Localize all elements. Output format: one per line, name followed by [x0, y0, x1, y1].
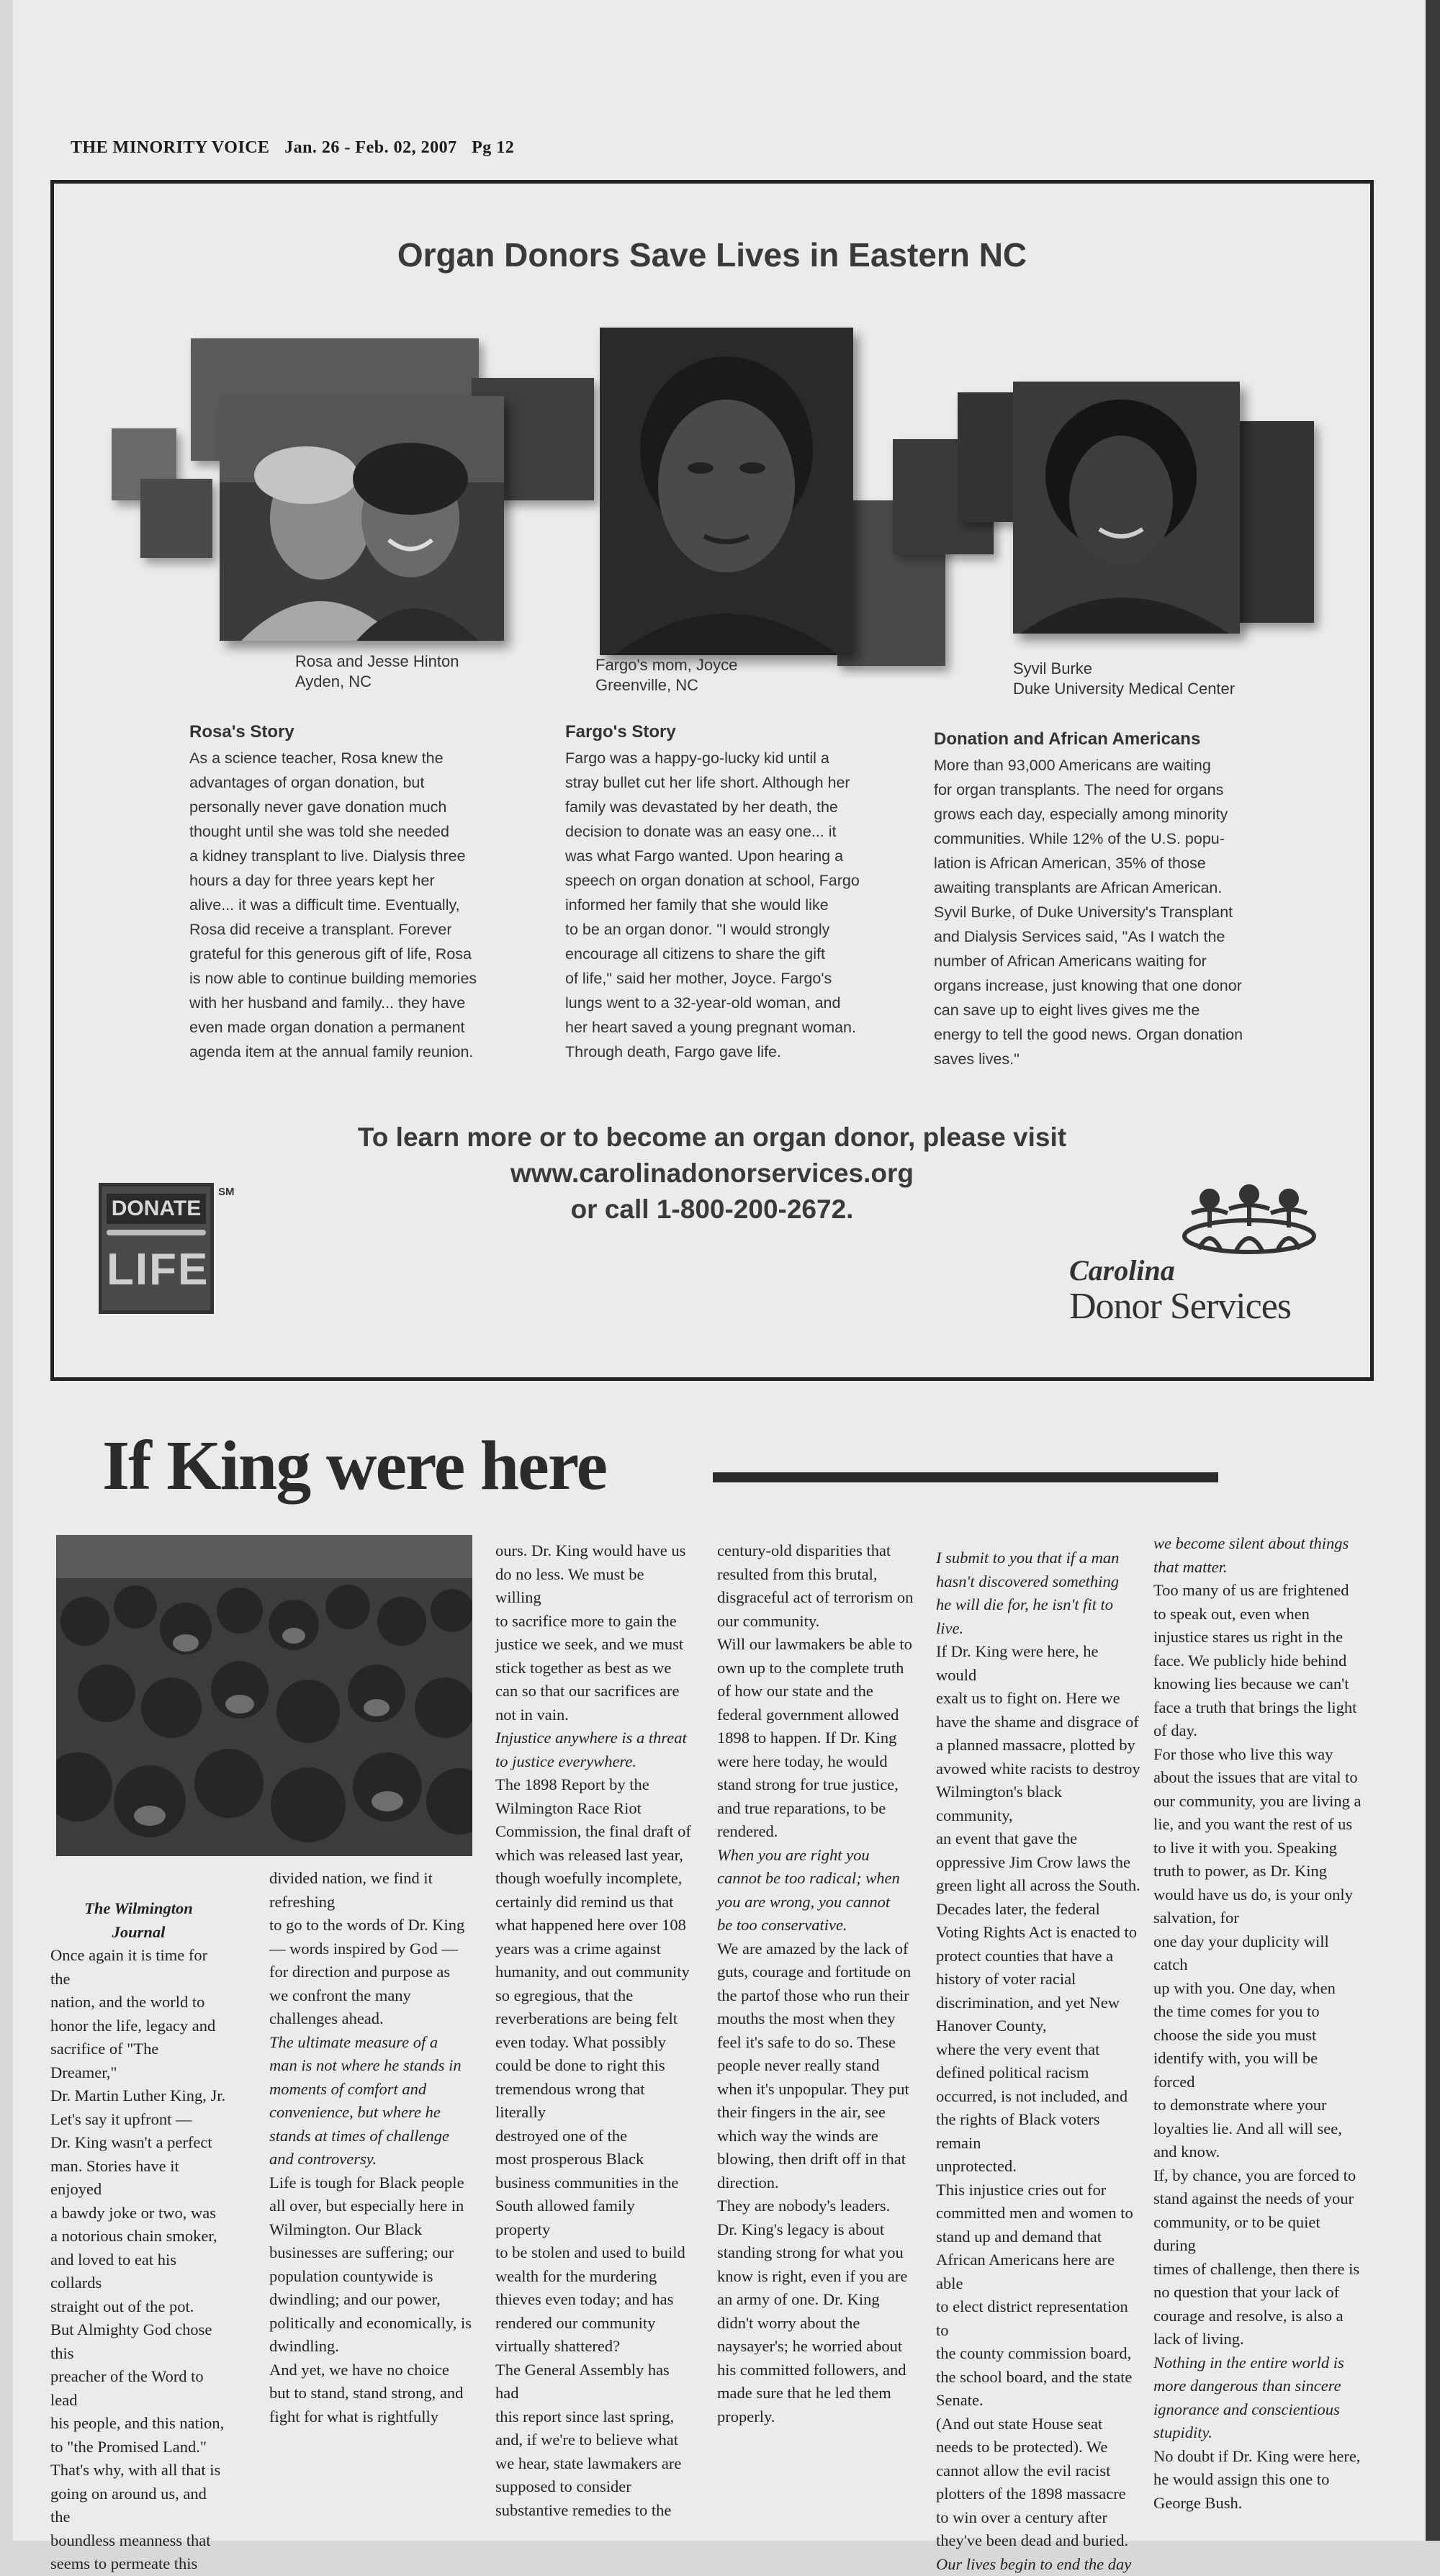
- article-line: face. We publicly hide behind: [1153, 1649, 1362, 1673]
- caption-line: Duke University Medical Center: [1013, 679, 1235, 699]
- article-line: man. Stories have it enjoyed: [50, 2155, 227, 2202]
- story-line: of life," said her mother, Joyce. Fargo's: [565, 966, 904, 991]
- article-line: Voting Rights Act is enacted to: [936, 1921, 1141, 1945]
- article-line: know is right, even if you are: [717, 2265, 919, 2289]
- story-line: and Dialysis Services said, "As I watch the: [934, 924, 1308, 949]
- organ-donor-ad: [50, 180, 1374, 1381]
- article-line: supposed to consider: [495, 2475, 693, 2499]
- article-line: The 1898 Report by the: [495, 1773, 693, 1797]
- article-line: discrimination, and yet New: [936, 1991, 1141, 2015]
- article-line: protect counties that have a: [936, 1945, 1141, 1968]
- article-line: salvation, for: [1153, 1906, 1362, 1930]
- article-line: for direction and purpose as: [269, 1960, 474, 1984]
- article-line: stupidity.: [1153, 2421, 1362, 2445]
- article-line: refreshing: [269, 1891, 474, 1914]
- story-rosa: [189, 720, 528, 1064]
- article-line: our community, you are living a: [1153, 1790, 1362, 1814]
- article-line: straight out of the pot.: [50, 2295, 227, 2319]
- article-line: to sacrifice more to gain the: [495, 1610, 693, 1634]
- article-line: injustice stares us right in the: [1153, 1626, 1362, 1649]
- article-line: feel it's safe to do so. These: [717, 2031, 919, 2055]
- article-line: loyalties lie. And all will see,: [1153, 2117, 1362, 2141]
- article-line: needs to be protected). We: [936, 2436, 1141, 2459]
- article-byline: Journal: [50, 1921, 227, 1945]
- article-line: occurred, is not included, and: [936, 2085, 1141, 2109]
- article-line: do no less. We must be willing: [495, 1563, 693, 1610]
- story-line: can save up to eight lives gives me the: [934, 998, 1308, 1022]
- article-line: and true reparations, to be: [717, 1797, 919, 1821]
- article-line: a planned massacre, plotted by: [936, 1734, 1141, 1757]
- article-line: have the shame and disgrace of: [936, 1711, 1141, 1734]
- masthead: [71, 138, 524, 158]
- caption-line: Syvil Burke: [1013, 659, 1235, 679]
- article-line: committed men and women to: [936, 2202, 1141, 2225]
- article-line: to demonstrate where your: [1153, 2094, 1362, 2117]
- article-line: South allowed family property: [495, 2194, 693, 2241]
- story-line: to be an organ donor. "I would strongly: [565, 917, 904, 942]
- article-line: which was released last year,: [495, 1844, 693, 1868]
- article-line: cannot allow the evil racist: [936, 2459, 1141, 2483]
- article-line: which way the winds are: [717, 2125, 919, 2148]
- article-line: Will our lawmakers be able to: [717, 1633, 919, 1657]
- story-line: for organ transplants. The need for organs: [934, 778, 1308, 802]
- article-line: a notorious chain smoker,: [50, 2225, 227, 2248]
- story-heading: Donation and African Americans: [934, 727, 1308, 752]
- article-line: the time comes for you to: [1153, 2000, 1362, 2024]
- article-line: the partof those who run their: [717, 1984, 919, 2008]
- story-line: Through death, Fargo gave life.: [565, 1040, 904, 1064]
- paper-name: THE MINORITY VOICE: [71, 138, 270, 157]
- story-line: informed her family that she would like: [565, 893, 904, 917]
- article-line: I submit to you that if a man: [936, 1546, 1141, 1570]
- article-line: more dangerous than sincere: [1153, 2374, 1362, 2398]
- article-line: dwindling; and our power,: [269, 2288, 474, 2312]
- story-heading: Fargo's Story: [565, 720, 904, 744]
- story-line: grateful for this generous gift of life, Rosa: [189, 942, 528, 966]
- article-line: But Almighty God chose this: [50, 2318, 227, 2365]
- crowd-photo-art: [56, 1535, 472, 1856]
- article-column-2: [269, 1867, 474, 2428]
- article-line: dwindling.: [269, 2335, 474, 2359]
- article-line: honor the life, legacy and: [50, 2014, 227, 2038]
- article-line: and know.: [1153, 2140, 1362, 2164]
- story-line: saves lives.": [934, 1047, 1308, 1071]
- story-line: even made organ donation a permanent: [189, 1015, 528, 1040]
- service-mark: SM: [218, 1186, 235, 1198]
- article-line: century-old disparities that: [717, 1539, 919, 1563]
- article-line: so egregious, that the: [495, 1984, 693, 2008]
- article-line: he will die for, he isn't fit to: [936, 1593, 1141, 1617]
- article-line: oppressive Jim Crow laws the: [936, 1851, 1141, 1875]
- story-line: Rosa did receive a transplant. Forever: [189, 917, 528, 942]
- article-line: blowing, then drift off in that: [717, 2148, 919, 2171]
- story-fargo: [565, 720, 904, 1064]
- article-line: mouths the most when they: [717, 2007, 919, 2031]
- article-line: — words inspired by God —: [269, 1937, 474, 1961]
- story-line: encourage all citizens to share the gift: [565, 942, 904, 966]
- page-number: Pg 12: [472, 138, 514, 157]
- article-line: Life is tough for Black people: [269, 2171, 474, 2195]
- article-line: times of challenge, then there is: [1153, 2258, 1362, 2282]
- page-edge-shadow: [1426, 0, 1440, 2541]
- article-line: were here today, he would: [717, 1750, 919, 1774]
- article-line: tremendous wrong that literally: [495, 2078, 693, 2125]
- story-line: Syvil Burke, of Duke University's Transplant: [934, 900, 1308, 924]
- story-line: her heart saved a young pregnant woman.: [565, 1015, 904, 1040]
- story-line: speech on organ donation at school, Fargo: [565, 868, 904, 893]
- article-line: politically and economically, is: [269, 2312, 474, 2336]
- article-line: direction.: [717, 2171, 919, 2195]
- article-line: stand against the needs of your: [1153, 2187, 1362, 2211]
- article-line: could be done to right this: [495, 2054, 693, 2078]
- article-line: choose the side you must: [1153, 2024, 1362, 2048]
- couple-photo-art: [220, 396, 504, 641]
- caption-rosa-jesse: [295, 652, 459, 692]
- story-line: stray bullet cut her life short. Although her: [565, 770, 904, 795]
- article-line: and, if we're to believe what: [495, 2428, 693, 2452]
- story-line: personally never gave donation much: [189, 795, 528, 819]
- article-line: our community.: [717, 1610, 919, 1634]
- website-link[interactable]: www.carolinadonorservices.org: [54, 1156, 1370, 1192]
- phone-number: or call 1-800-200-2672.: [54, 1192, 1370, 1228]
- story-line: As a science teacher, Rosa knew the: [189, 746, 528, 770]
- syvil-photo-art: [1013, 382, 1240, 634]
- article-line: convenience, but where he: [269, 2101, 474, 2125]
- story-line: hours a day for three years kept her: [189, 868, 528, 893]
- donate-label: DONATE: [107, 1194, 206, 1224]
- article-line: Hanover County,: [936, 2014, 1141, 2038]
- article-line: his committed followers, and: [717, 2359, 919, 2382]
- story-line: More than 93,000 Americans are waiting: [934, 753, 1308, 778]
- story-line: communities. While 12% of the U.S. popu-: [934, 827, 1308, 851]
- article-line: own up to the complete truth: [717, 1657, 919, 1680]
- article-line: to go to the words of Dr. King: [269, 1914, 474, 1937]
- article-line: face a truth that brings the light: [1153, 1696, 1362, 1720]
- article-line: federal government allowed: [717, 1703, 919, 1727]
- article-line: sacrifice of "The Dreamer,": [50, 2037, 227, 2084]
- carolina-wordmark: Carolina: [1069, 1253, 1175, 1287]
- article-line: green light all across the South.: [936, 1874, 1141, 1898]
- story-line: Fargo was a happy-go-lucky kid until a: [565, 746, 904, 770]
- story-donation-african-americans: [934, 727, 1308, 1071]
- story-body: [189, 746, 528, 1064]
- article-line: be too conservative.: [717, 1914, 919, 1937]
- article-line: what happened here over 108: [495, 1914, 693, 1937]
- cta-line: To learn more or to become an organ donor, please visit: [54, 1120, 1370, 1156]
- article-line: the school board, and the state: [936, 2366, 1141, 2390]
- article-line: challenges ahead.: [269, 2007, 474, 2031]
- article-line: naysayer's; he worried about: [717, 2335, 919, 2359]
- article-line: Dr. King's legacy is about: [717, 2218, 919, 2242]
- article-line: Once again it is time for the: [50, 1944, 227, 1991]
- article-line: We are amazed by the lack of: [717, 1937, 919, 1961]
- article-line: one day your duplicity will catch: [1153, 1930, 1362, 1977]
- people-figures-icon: [1177, 1184, 1321, 1256]
- article-column-5: [936, 1546, 1141, 2576]
- issue-date: Jan. 26 - Feb. 02, 2007: [284, 138, 457, 157]
- ad-title: Organ Donors Save Lives in Eastern NC: [54, 235, 1370, 274]
- article-line: to win over a century after: [936, 2506, 1141, 2530]
- article-line: to justice everywhere.: [495, 1750, 693, 1774]
- article-column-4: [717, 1539, 919, 2428]
- article-line: stick together as best as we: [495, 1657, 693, 1680]
- caption-syvil: [1013, 659, 1235, 699]
- caption-line: Ayden, NC: [295, 672, 459, 692]
- article-line: Wilmington Race Riot: [495, 1797, 693, 1821]
- article-line: history of voter racial: [936, 1968, 1141, 1991]
- article-line: substantive remedies to the: [495, 2499, 693, 2523]
- article-line: wealth for the murdering: [495, 2265, 693, 2289]
- article-line: boundless meanness that: [50, 2529, 227, 2553]
- decor-square: [140, 479, 212, 558]
- article-line: to "the Promised Land.": [50, 2436, 227, 2459]
- story-line: awaiting transplants are African American.: [934, 875, 1308, 900]
- photo-syvil-burke: [1013, 382, 1240, 634]
- article-line: of day.: [1153, 1719, 1362, 1743]
- article-line: not in vain.: [495, 1703, 693, 1727]
- article-line: no question that your lack of: [1153, 2281, 1362, 2305]
- article-line: to elect district representation to: [936, 2295, 1141, 2342]
- article-line: avowed white racists to destroy: [936, 1757, 1141, 1781]
- article-line: you are wrong, you cannot: [717, 1891, 919, 1914]
- article-line: business communities in the: [495, 2171, 693, 2195]
- article-line: years was a crime against: [495, 1937, 693, 1961]
- caption-line: Fargo's mom, Joyce: [595, 655, 737, 675]
- article-line: Commission, the final draft of: [495, 1820, 693, 1844]
- carolina-donor-services-logo: [1069, 1184, 1343, 1328]
- article-line: nation, and the world to: [50, 1991, 227, 2014]
- donate-life-logo: [99, 1183, 214, 1314]
- article-line: this report since last spring,: [495, 2405, 693, 2429]
- article-line: a bawdy joke or two, was: [50, 2202, 227, 2225]
- article-line: didn't worry about the: [717, 2312, 919, 2336]
- article-byline: The Wilmington: [50, 1897, 227, 1921]
- article-line: standing strong for what you: [717, 2241, 919, 2265]
- article-line: where the very event that: [936, 2038, 1141, 2062]
- story-line: advantages of organ donation, but: [189, 770, 528, 795]
- article-line: most prosperous Black: [495, 2148, 693, 2171]
- article-line: stands at times of challenge: [269, 2125, 474, 2148]
- article-line: we confront the many: [269, 1984, 474, 2008]
- article-line: Wilmington. Our Black: [269, 2218, 474, 2242]
- story-line: grows each day, especially among minority: [934, 802, 1308, 827]
- story-line: a kidney transplant to live. Dialysis three: [189, 844, 528, 868]
- article-column-1: [50, 1897, 227, 2576]
- article-line: thieves even today; and has: [495, 2288, 693, 2312]
- article-line: If, by chance, you are forced to: [1153, 2164, 1362, 2188]
- article-line: all over, but especially here in: [269, 2194, 474, 2218]
- story-line: agenda item at the annual family reunion.: [189, 1040, 528, 1064]
- article-line: No doubt if Dr. King were here,: [1153, 2445, 1362, 2469]
- story-line: decision to donate was an easy one... it: [565, 819, 904, 844]
- article-line: When you are right you: [717, 1844, 919, 1868]
- story-line: family was devastated by her death, the: [565, 795, 904, 819]
- story-line: energy to tell the good news. Organ donation: [934, 1022, 1308, 1047]
- decor-square: [1235, 421, 1314, 623]
- article-line: an army of one. Dr. King: [717, 2288, 919, 2312]
- story-line: lungs went to a 32-year-old woman, and: [565, 991, 904, 1015]
- story-line: is now able to continue building memories: [189, 966, 528, 991]
- article-line: Nothing in the entire world is: [1153, 2351, 1362, 2375]
- article-line: to be stolen and used to build: [495, 2241, 693, 2265]
- article-line: guts, courage and fortitude on: [717, 1960, 919, 1984]
- article-line: resulted from this brutal,: [717, 1563, 919, 1587]
- article-column-6: [1153, 1532, 1362, 2515]
- article-line: African Americans here are able: [936, 2248, 1141, 2295]
- article-line: certainly did remind us that: [495, 1891, 693, 1914]
- article-line: The ultimate measure of a: [269, 2031, 474, 2055]
- story-heading: Rosa's Story: [189, 720, 528, 744]
- story-body: [565, 746, 904, 1064]
- article-line: truth to power, as Dr. King: [1153, 1860, 1362, 1883]
- article-line: For those who live this way: [1153, 1743, 1362, 1767]
- article-line: they've been dead and buried.: [936, 2529, 1141, 2553]
- headline-rule: [713, 1472, 1218, 1482]
- photo-fargos-mom-joyce: [600, 328, 853, 655]
- article-line: Dr. King wasn't a perfect: [50, 2131, 227, 2155]
- caption-line: Greenville, NC: [595, 675, 737, 695]
- crowd-photo: [56, 1535, 472, 1856]
- article-line: their fingers in the air, see: [717, 2101, 919, 2125]
- article-line: and loved to eat his collards: [50, 2248, 227, 2295]
- article-line: even today. What possibly: [495, 2031, 693, 2055]
- article-line: Dr. Martin Luther King, Jr.: [50, 2084, 227, 2108]
- article-line: an event that gave the: [936, 1827, 1141, 1851]
- article-line: reverberations are being felt: [495, 2007, 693, 2031]
- donor-services-wordmark: Donor Services: [1069, 1285, 1291, 1328]
- article-line: They are nobody's leaders.: [717, 2194, 919, 2218]
- article-line: of how our state and the: [717, 1680, 919, 1703]
- article-line: knowing lies because we can't: [1153, 1672, 1362, 1696]
- article-line: cannot be too radical; when: [717, 1867, 919, 1891]
- article-line: to speak out, even when: [1153, 1603, 1362, 1626]
- article-column-3: [495, 1539, 693, 2522]
- story-line: with her husband and family... they have: [189, 991, 528, 1015]
- article-line: disgraceful act of terrorism on: [717, 1586, 919, 1610]
- article-line: we become silent about things: [1153, 1532, 1362, 1556]
- article-line: moments of comfort and: [269, 2078, 474, 2102]
- article-line: that matter.: [1153, 1556, 1362, 1580]
- article-line: humanity, and out community: [495, 1960, 693, 1984]
- story-line: thought until she was told she needed: [189, 819, 528, 844]
- article-line: divided nation, we find it: [269, 1867, 474, 1891]
- article-line: population countywide is: [269, 2265, 474, 2289]
- article-line: If Dr. King were here, he would: [936, 1640, 1141, 1687]
- story-line: number of African Americans waiting for: [934, 949, 1308, 973]
- article-line: seems to permeate this: [50, 2552, 227, 2576]
- article-line: destroyed one of the: [495, 2125, 693, 2148]
- article-line: Too many of us are frightened: [1153, 1579, 1362, 1603]
- caption-line: Rosa and Jesse Hinton: [295, 652, 459, 672]
- caption-joyce: [595, 655, 737, 695]
- article-line: 1898 to happen. If Dr. King: [717, 1726, 919, 1750]
- article-line: lack of living.: [1153, 2328, 1362, 2351]
- life-label: LIFE: [107, 1241, 206, 1299]
- article-line: That's why, with all that is: [50, 2459, 227, 2482]
- article-line: rendered our community: [495, 2312, 693, 2336]
- article-line: ours. Dr. King would have us: [495, 1539, 693, 1563]
- article-line: we hear, state lawmakers are: [495, 2452, 693, 2476]
- article-line: preacher of the Word to lead: [50, 2365, 227, 2412]
- article-line: when it's unpopular. They put: [717, 2078, 919, 2102]
- story-line: was what Fargo wanted. Upon hearing a: [565, 844, 904, 868]
- article-line: up with you. One day, when: [1153, 1977, 1362, 2001]
- article-line: identify with, you will be forced: [1153, 2047, 1362, 2094]
- article-line: hasn't discovered something: [936, 1570, 1141, 1594]
- article-line: stand strong for true justice,: [717, 1773, 919, 1797]
- article-line: stand up and demand that: [936, 2225, 1141, 2249]
- story-line: organs increase, just knowing that one donor: [934, 973, 1308, 998]
- story-line: lation is African American, 35% of those: [934, 851, 1308, 875]
- article-line: Our lives begin to end the day: [936, 2553, 1141, 2576]
- article-line: made sure that he led them: [717, 2382, 919, 2405]
- article-line: Let's say it upfront —: [50, 2108, 227, 2132]
- article-line: the rights of Black voters remain: [936, 2108, 1141, 2155]
- article-line: courage and resolve, is also a: [1153, 2305, 1362, 2328]
- article-line: his people, and this nation,: [50, 2412, 227, 2436]
- article-line: properly.: [717, 2405, 919, 2429]
- article-line: justice we seek, and we must: [495, 1633, 693, 1657]
- article-line: ignorance and conscientious: [1153, 2398, 1362, 2422]
- article-headline: If King were here: [102, 1426, 606, 1506]
- article-line: man is not where he stands in: [269, 2054, 474, 2078]
- article-line: though woefully incomplete,: [495, 1867, 693, 1891]
- story-body: [934, 753, 1308, 1071]
- article-line: and controversy.: [269, 2148, 474, 2171]
- story-line: alive... it was a difficult time. Eventually,: [189, 893, 528, 917]
- article-line: (And out state House seat: [936, 2413, 1141, 2436]
- article-line: The General Assembly has had: [495, 2359, 693, 2405]
- article-line: about the issues that are vital to: [1153, 1766, 1362, 1790]
- article-line: live.: [936, 1617, 1141, 1641]
- article-line: people never really stand: [717, 2054, 919, 2078]
- article-line: but to stand, stand strong, and: [269, 2382, 474, 2405]
- article-line: fight for what is rightfully: [269, 2405, 474, 2429]
- article-line: unprotected.: [936, 2155, 1141, 2179]
- swoosh-icon: [107, 1230, 206, 1235]
- article-line: lie, and you want the rest of us: [1153, 1813, 1362, 1837]
- article-line: to live it with you. Speaking: [1153, 1837, 1362, 1860]
- joyce-photo-art: [600, 328, 853, 655]
- photo-rosa-jesse-hinton: [220, 396, 504, 641]
- article-line: businesses are suffering; our: [269, 2241, 474, 2265]
- article-line: the county commission board,: [936, 2342, 1141, 2366]
- article-line: Decades later, the federal: [936, 1898, 1141, 1922]
- article-line: Wilmington's black community,: [936, 1780, 1141, 1827]
- article-line: This injustice cries out for: [936, 2179, 1141, 2202]
- article-line: rendered.: [717, 1820, 919, 1844]
- article-line: plotters of the 1898 massacre: [936, 2482, 1141, 2506]
- article-line: would have us do, is your only: [1153, 1883, 1362, 1907]
- article-line: virtually shattered?: [495, 2335, 693, 2359]
- article-line: George Bush.: [1153, 2492, 1362, 2516]
- article-line: Injustice anywhere is a threat: [495, 1726, 693, 1750]
- article-line: defined political racism: [936, 2061, 1141, 2085]
- article-line: And yet, we have no choice: [269, 2359, 474, 2382]
- article-line: going on around us, and the: [50, 2482, 227, 2529]
- article-line: can so that our sacrifices are: [495, 1680, 693, 1703]
- article-line: he would assign this one to: [1153, 2468, 1362, 2492]
- article-line: community, or to be quiet during: [1153, 2211, 1362, 2258]
- article-line: Senate.: [936, 2389, 1141, 2413]
- article-line: exalt us to fight on. Here we: [936, 1687, 1141, 1711]
